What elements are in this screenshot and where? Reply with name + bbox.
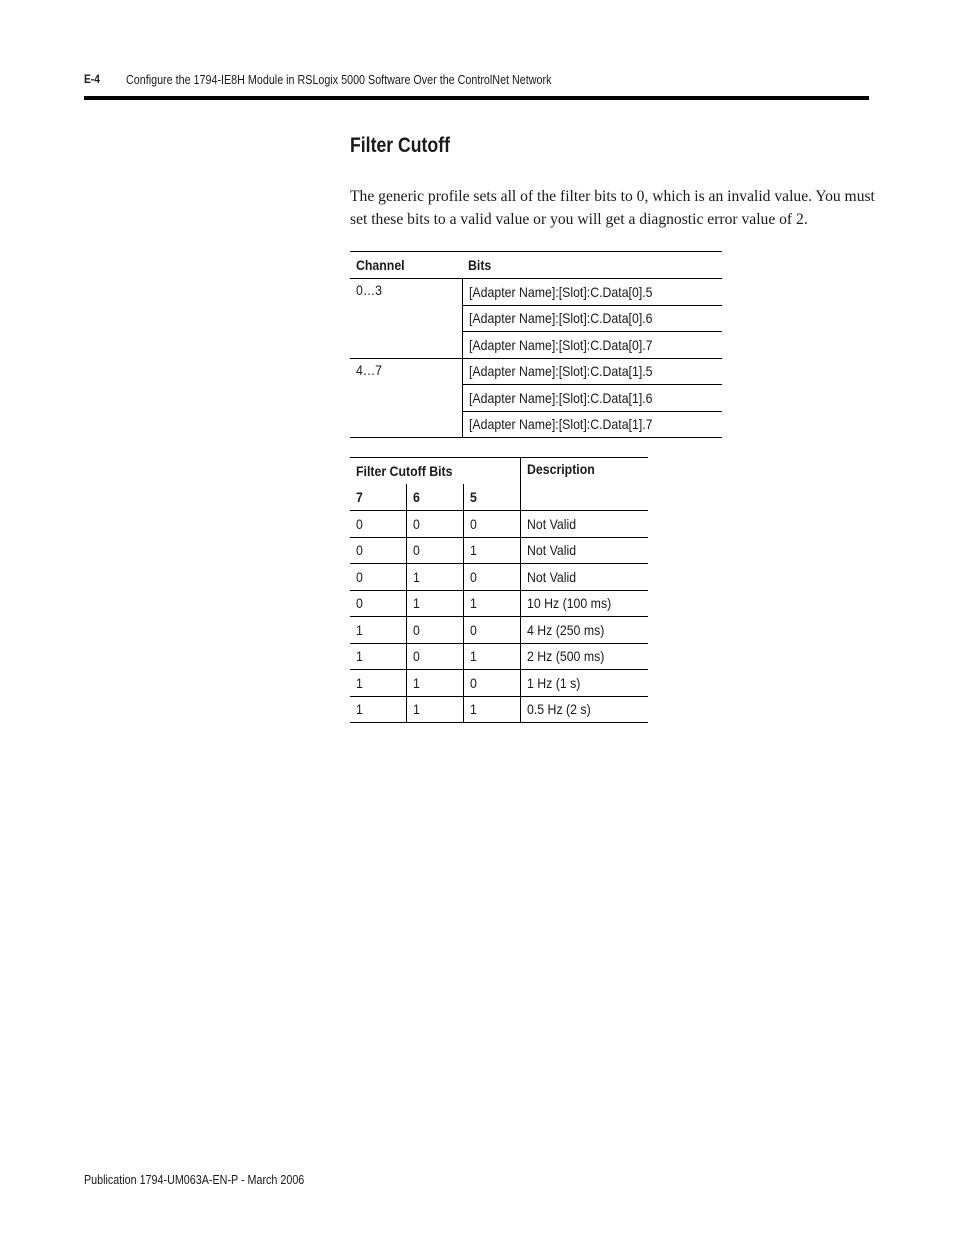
column-header-bit-5: 5 bbox=[464, 484, 521, 511]
bit-cell-7: 0 bbox=[350, 537, 407, 564]
channel-cell: 0…3 bbox=[350, 279, 462, 359]
description-cell: Not Valid bbox=[521, 537, 649, 564]
description-cell: 2 Hz (500 ms) bbox=[521, 643, 649, 670]
bit-cell-6: 1 bbox=[407, 564, 464, 591]
filter-cutoff-table bbox=[350, 457, 648, 723]
bit-cell-5: 1 bbox=[464, 537, 521, 564]
page-number: E-4 bbox=[84, 72, 100, 86]
bit-cell-5: 0 bbox=[464, 511, 521, 538]
description-cell: Not Valid bbox=[521, 511, 649, 538]
column-header-description: Description bbox=[521, 458, 649, 511]
bit-cell-7: 1 bbox=[350, 617, 407, 644]
table-row bbox=[350, 279, 722, 306]
bit-cell-6: 1 bbox=[407, 670, 464, 697]
bit-cell-7: 0 bbox=[350, 511, 407, 538]
column-header-bits: Bits bbox=[462, 252, 722, 279]
bit-cell-6: 0 bbox=[407, 617, 464, 644]
channel-bits-table bbox=[350, 251, 722, 438]
bit-cell-5: 1 bbox=[464, 590, 521, 617]
bit-cell-5: 0 bbox=[464, 564, 521, 591]
column-header-filter-cutoff-bits: Filter Cutoff Bits bbox=[350, 458, 521, 485]
bit-cell-5: 0 bbox=[464, 670, 521, 697]
table-header-row bbox=[350, 252, 722, 279]
bit-cell-7: 0 bbox=[350, 564, 407, 591]
bit-cell-6: 1 bbox=[407, 590, 464, 617]
bit-cell-5: 0 bbox=[464, 617, 521, 644]
table-row bbox=[350, 590, 648, 617]
footer-publication: Publication 1794-UM063A-EN-P - March 2006 bbox=[84, 1173, 305, 1187]
bits-cell: [Adapter Name]:[Slot]:C.Data[1].7 bbox=[462, 411, 722, 438]
section-title: Filter Cutoff bbox=[350, 134, 450, 157]
bit-cell-6: 1 bbox=[407, 696, 464, 723]
description-cell: Not Valid bbox=[521, 564, 649, 591]
table-row bbox=[350, 670, 648, 697]
table-row bbox=[350, 696, 648, 723]
section-paragraph: The generic profile sets all of the filter bits to 0, which is an invalid value. You must set these bits to a valid value or you will get a diagnostic error value of 2. bbox=[350, 188, 875, 228]
table-row bbox=[350, 617, 648, 644]
column-header-bit-7: 7 bbox=[350, 484, 407, 511]
description-cell: 4 Hz (250 ms) bbox=[521, 617, 649, 644]
table-row bbox=[350, 564, 648, 591]
bits-cell: [Adapter Name]:[Slot]:C.Data[0].5 bbox=[462, 279, 722, 306]
page-header bbox=[84, 72, 869, 98]
bit-cell-5: 1 bbox=[464, 696, 521, 723]
bit-cell-6: 0 bbox=[407, 537, 464, 564]
header-rule bbox=[84, 96, 869, 100]
description-cell: 0.5 Hz (2 s) bbox=[521, 696, 649, 723]
column-header-bit-6: 6 bbox=[407, 484, 464, 511]
table-header-row bbox=[350, 458, 648, 485]
description-cell: 10 Hz (100 ms) bbox=[521, 590, 649, 617]
bits-cell: [Adapter Name]:[Slot]:C.Data[1].6 bbox=[462, 385, 722, 412]
bit-cell-6: 0 bbox=[407, 643, 464, 670]
running-title: Configure the 1794-IE8H Module in RSLogix 5000 Software Over the ControlNet Network bbox=[126, 73, 552, 87]
channel-cell: 4…7 bbox=[350, 358, 462, 438]
table-row bbox=[350, 511, 648, 538]
bit-cell-7: 0 bbox=[350, 590, 407, 617]
bit-cell-7: 1 bbox=[350, 643, 407, 670]
table-row bbox=[350, 643, 648, 670]
description-cell: 1 Hz (1 s) bbox=[521, 670, 649, 697]
column-header-channel: Channel bbox=[350, 252, 462, 279]
bits-cell: [Adapter Name]:[Slot]:C.Data[1].5 bbox=[462, 358, 722, 385]
bit-cell-6: 0 bbox=[407, 511, 464, 538]
table-row bbox=[350, 537, 648, 564]
bit-cell-7: 1 bbox=[350, 696, 407, 723]
bits-cell: [Adapter Name]:[Slot]:C.Data[0].7 bbox=[462, 332, 722, 359]
table-row bbox=[350, 358, 722, 385]
bit-cell-7: 1 bbox=[350, 670, 407, 697]
bit-cell-5: 1 bbox=[464, 643, 521, 670]
bits-cell: [Adapter Name]:[Slot]:C.Data[0].6 bbox=[462, 305, 722, 332]
